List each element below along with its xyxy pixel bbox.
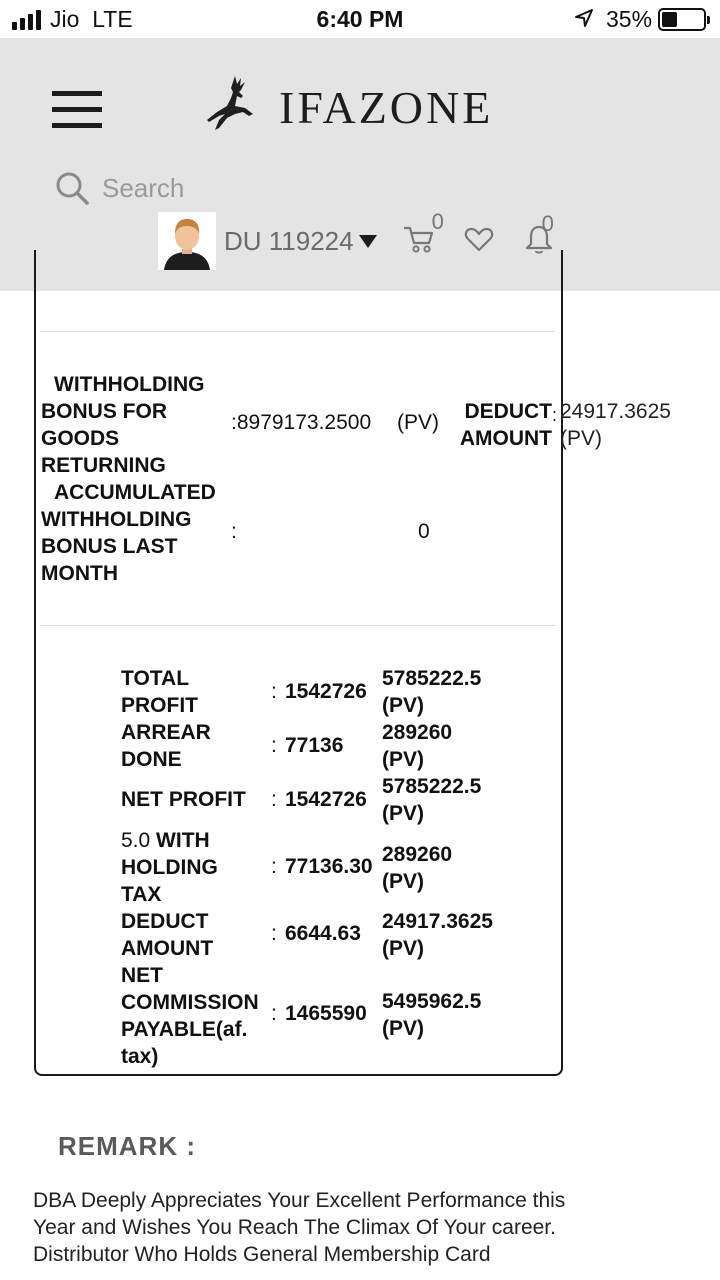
deer-logo-icon xyxy=(205,72,261,134)
deduct-amount-value xyxy=(560,398,671,452)
deduct-label-line: AMOUNT xyxy=(459,427,552,450)
carrier-name: Jio xyxy=(50,6,80,32)
search-input[interactable]: Search xyxy=(102,172,185,203)
summary-label xyxy=(121,827,241,908)
summary-colon: : xyxy=(271,855,277,878)
summary-value: 1542726 xyxy=(285,788,367,811)
divider xyxy=(40,625,555,626)
menu-icon[interactable] xyxy=(52,91,102,129)
summary-row-deduct-amount xyxy=(121,908,541,962)
accumulated-label-line: MONTH xyxy=(41,562,118,585)
brand-name: IFAZONE xyxy=(279,81,494,133)
summary-label: TOTAL PROFIT xyxy=(121,667,198,717)
summary-row-net-profit xyxy=(121,773,541,827)
heart-icon xyxy=(464,225,494,253)
summary-label: ARREAR DONE xyxy=(121,721,211,771)
summary-label: NET COMMISSION PAYABLE(af. tax) xyxy=(121,964,259,1068)
brand-logo[interactable] xyxy=(205,72,493,134)
deduct-value-number: 24917.3625 xyxy=(560,400,671,423)
deduct-colon: : xyxy=(552,405,558,425)
withholding-bonus-value: :8979173.2500 xyxy=(231,411,372,434)
status-bar xyxy=(0,0,720,38)
withholding-label-line: RETURNING xyxy=(41,454,166,477)
tax-rate: 5.0 xyxy=(121,829,151,852)
summary-label: NET PROFIT xyxy=(121,788,246,811)
withholding-label-line: GOODS xyxy=(41,427,120,450)
summary-value: 1542726 xyxy=(285,680,367,703)
accumulated-withholding-value: 0 xyxy=(418,520,430,543)
summary-value: 6644.63 xyxy=(285,922,361,945)
summary-pv: 5785222.5 (PV) xyxy=(382,775,482,825)
notification-count-badge: 0 xyxy=(541,210,554,236)
summary-row-withholding-tax xyxy=(121,827,541,908)
summary-label: DEDUCT AMOUNT xyxy=(121,910,214,960)
accumulated-colon: : xyxy=(231,520,237,543)
remark-body-cut: Distributor Who Holds General Membership Card xyxy=(33,1243,491,1266)
tax-label: WITH HOLDING TAX xyxy=(121,829,218,906)
summary-row-total-profit xyxy=(121,665,541,719)
summary-colon: : xyxy=(271,922,277,945)
summary-pv: 289260 (PV) xyxy=(382,721,453,771)
accumulated-withholding-label xyxy=(41,479,241,587)
summary-pv: 5495962.5 (PV) xyxy=(382,990,482,1040)
summary-value: 77136 xyxy=(285,734,344,757)
summary-colon: : xyxy=(271,1002,277,1025)
withholding-bonus-label xyxy=(41,371,241,479)
summary-colon: : xyxy=(271,734,277,757)
deduct-amount-label xyxy=(452,398,552,452)
cart-count-badge: 0 xyxy=(431,208,444,234)
location-arrow-icon xyxy=(574,8,594,28)
withholding-bonus-unit: (PV) xyxy=(397,411,439,434)
search-icon xyxy=(54,170,90,206)
remark-heading: REMARK : xyxy=(58,1131,196,1161)
accumulated-label-line: WITHHOLDING xyxy=(41,508,192,531)
withholding-label-line: BONUS FOR xyxy=(41,400,167,423)
accumulated-label-line: BONUS LAST xyxy=(41,535,178,558)
summary-value: 1465590 xyxy=(285,1002,367,1025)
clock: 6:40 PM xyxy=(316,6,404,32)
accumulated-label-line: ACCUMULATED xyxy=(54,481,216,504)
network-type: LTE xyxy=(92,6,133,32)
summary-pv: 289260 (PV) xyxy=(382,843,453,893)
deduct-value-unit: (PV) xyxy=(560,427,602,450)
battery-percent: 35% xyxy=(606,6,653,32)
user-id-dropdown[interactable]: DU 119224 xyxy=(224,225,354,256)
withholding-label-line: WITHHOLDING xyxy=(54,373,205,396)
divider xyxy=(40,331,555,332)
deduct-label-line: DEDUCT xyxy=(464,400,552,423)
battery-icon xyxy=(658,8,706,31)
summary-pv: 24917.3625 (PV) xyxy=(382,910,493,960)
remark-text xyxy=(33,1187,573,1268)
summary-value: 77136.30 xyxy=(285,855,373,878)
remark-body: DBA Deeply Appreciates Your Excellent Performance this Year and Wishes You Reach The Climax Of Your career. xyxy=(33,1189,566,1239)
summary-pv: 5785222.5 (PV) xyxy=(382,667,482,717)
summary-colon: : xyxy=(271,788,277,811)
summary-colon: : xyxy=(271,680,277,703)
caret-down-icon[interactable] xyxy=(358,233,378,249)
summary-row-arrear-done xyxy=(121,719,541,773)
summary-row-net-commission xyxy=(121,962,541,1070)
search-bar[interactable] xyxy=(54,170,184,206)
